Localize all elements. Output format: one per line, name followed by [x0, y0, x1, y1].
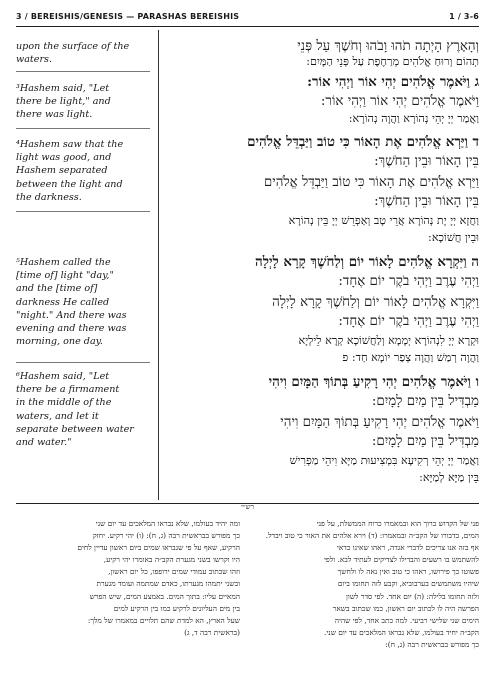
commentary-line: הפרשה היה לו לכתוב יום ראשון, כמו שכתוב בשאר [332, 603, 479, 613]
hebrew-verse-line: ד וַיַּרְא אֱלֹהִים אֶת הָאוֹר כִּי טוֹב וַיַּבְדֵּל אֱלֹהִים [247, 134, 479, 150]
hebrew-text-column [166, 30, 479, 500]
translation-line: and the [time of] [16, 283, 98, 295]
commentary-line: ומה יהיד בעולמו, שלא נבראו המלאכים עד יום שני [95, 519, 240, 528]
translation-line: in the middle of the [16, 397, 112, 409]
commentary-right-column [255, 518, 479, 692]
hebrew-verse-line: וַיִּקְרָא אֱלֹהִים לָאוֹר יוֹם וְלַחֹשֶׁךְ קָרָא לָיְלָה [272, 295, 479, 310]
commentary-line: הקב״ה יחיד בעולמו, שלא נבראו המלאכים עד יום שני. [324, 627, 479, 637]
commentary-line: הימים שני שלישי רביעי. למה כתב אחד, לפי שהיה [334, 615, 479, 625]
verse-divider [16, 362, 150, 363]
running-header [16, 12, 479, 26]
verse-divider [16, 211, 150, 212]
hebrew-verse-line: וְהָאָרֶץ הָיְתָה תֹהוּ וָבֹהוּ וְחֹשֶׁךְ עַל פְּנֵי [297, 39, 479, 54]
commentary-line: שעל הארץ, הא למדת שהם תלויים במאמרו של מלך: [87, 615, 240, 625]
running-header-left: 3 / BEREISHIS/GENESIS — PARASHAS BEREISHIS [16, 12, 240, 21]
header-rule [16, 26, 479, 27]
commentary-line: אף בזה אנו צריכים לדברי אגדה, ראהו שאינו כדאי [336, 543, 479, 553]
hebrew-verse-line: ו וַיֹּאמֶר אֱלֹהִים יְהִי רָקִיעַ בְּתוֹךְ הַמָּיִם וִיהִי [268, 374, 479, 390]
hebrew-verse-line: וַיַּרְא אֱלֹהִים אֶת הָאוֹר כִּי טוֹב וַיַּבְדֵּל אֱלֹהִים [263, 175, 479, 190]
translation-line: ³Hashem said, "Let [16, 83, 110, 94]
translation-verse-5 [16, 256, 150, 348]
translation-verse-2-end [16, 40, 150, 66]
translation-line: light was good, and [16, 152, 112, 164]
translation-line: waters, and let it [16, 410, 99, 422]
commentary-line: שיהיו משתמשים בערבוביא, וקבע לזה תחומו ביום [337, 579, 479, 589]
translation-column [16, 30, 150, 500]
commentary-heading: רש״י [241, 503, 254, 511]
translation-line: "night." And there was [16, 309, 127, 321]
commentary-line: להשתמש בו רשעים והבדילו לצדיקים לעתיד לבא. ולפי [323, 555, 479, 565]
verse-divider [16, 128, 150, 129]
hebrew-verse-line: וַיְהִי עֶרֶב וַיְהִי בֹקֶר יוֹם אֶחָד: [338, 274, 479, 289]
onkelos-line: בֵּין מַיָּא לְמַיָּא: [419, 471, 479, 484]
translation-line: upon the surface of the [16, 41, 130, 52]
translation-line: morning, one day. [16, 336, 103, 348]
translation-line: waters. [16, 54, 53, 66]
onkelos-line: וַאֲמַר יְיָ יְהֵי רְקִיעָא בִּמְצִיעוּת מַיָּא וִיהֵי מַפְרִישׁ [289, 454, 479, 467]
translation-line: ⁴Hashem saw that the [16, 139, 124, 150]
translation-line: Hashem separated [16, 165, 108, 177]
hebrew-verse-line: מַבְדִּיל בֵּין מַיִם לָמָיִם: [371, 434, 479, 449]
hebrew-verse-line: בֵּין הָאוֹר וּבֵין הַחֹשֶׁךְ: [374, 194, 479, 209]
onkelos-line: וּבֵין חֲשׁוֹכָא: [428, 231, 479, 244]
onkelos-line: וּקְרָא יְיָ לִנְהוֹרָא יְמָמָא וְלַחֲשׁוֹכָא קְרָא לֵילְיָא [298, 334, 479, 347]
commentary-line: היו וקרשו בשני מגערת הקב״ה באומרו יהי רקיע, [103, 555, 240, 565]
hebrew-verse-line: וַיֹּאמֶר אֱלֹהִים יְהִי אוֹר וַיְהִי אוֹר: [320, 94, 479, 109]
page-number: 1 / 3-6 [449, 12, 479, 21]
onkelos-line: וַאֲמַר יְיָ יְהֵי נְהוֹרָא וַהֲוָה נְהוֹרָא: [348, 112, 479, 125]
hebrew-verse-line: ה וַיִּקְרָא אֱלֹהִים לָאוֹר יוֹם וְלַחֹשֶׁךְ קָרָא לָיְלָה [255, 254, 479, 270]
commentary-line: כך מפורש בבראשית רבה (ג, ח): (ו) יהי רקיע. יחזק [92, 531, 240, 541]
commentary-line: פשוטו כך פירושו, ראהו כי טוב ואין נאה לו ולחשך [337, 567, 479, 577]
commentary-line: ובשני יתמהו מגערתו, כאדם שמתמה ועומד מגערת [96, 579, 240, 589]
commentary-line: (בראשית רבה ד, ג) [184, 627, 240, 637]
translation-line: the darkness. [16, 191, 82, 203]
translation-line: there was light. [16, 109, 93, 121]
onkelos-line: תְהוֹם וְרוּחַ אֱלֹהִים מְרַחֶפֶת עַל פְּנֵי הַמָּיִם: [306, 55, 479, 68]
commentary-line: בין מים העליונים לרקיע כמו בין הרקיע למים [113, 603, 240, 613]
translation-line: there be a firmament [16, 384, 120, 396]
translation-line: and water." [16, 437, 72, 449]
column-separator [158, 30, 159, 500]
onkelos-line: וַהֲוָה רְמַשׁ וַהֲוָה צְפַר יוֹמָא חַד: פ [342, 351, 479, 364]
translation-line: there be light," and [16, 96, 111, 108]
onkelos-line: וַחֲזָא יְיָ יָת נְהוֹרָא אֲרֵי טָב וְאַפְרֵשׁ יְיָ בֵּין נְהוֹרָא [288, 214, 479, 227]
translation-line: [time of] light "day," [16, 270, 114, 282]
hebrew-verse-line: וַיֹּאמֶר אֱלֹהִים יְהִי רָקִיעַ בְּתוֹךְ הַמָּיִם וִיהִי [280, 415, 479, 430]
translation-verse-3 [16, 82, 150, 122]
commentary-line: וזהו שכתוב עמודי שמים ירופפו, כל יום ראשון, [108, 567, 240, 577]
commentary-line: המים, בדבורו של הקב״ה ובמאמרו: (ד) וירא אלהים את האור כי טוב ויבדל. [265, 531, 479, 541]
hebrew-verse-line: מַבְדִּיל בֵּין מַיִם לָמָיִם: [371, 394, 479, 409]
translation-line: evening and there was [16, 323, 127, 335]
commentary-line: המאיים עליו: בתוך המים. באמצע המים, שיש הפרש [89, 591, 240, 601]
translation-verse-4 [16, 138, 150, 204]
translation-line: ⁵Hashem called the [16, 257, 111, 268]
verse-divider [16, 71, 150, 72]
commentary-line: כך מפורש בבראשית רבה (ג, ח): [385, 639, 479, 649]
translation-line: ⁶Hashem said, "Let [16, 371, 110, 382]
commentary-line: פני של הקדוש ברוך הוא ובמאמרו כרוח הממשלת, על פני [316, 519, 479, 528]
hebrew-verse-line: וַיְהִי עֶרֶב וַיְהִי בֹקֶר יוֹם אֶחָד: [338, 314, 479, 329]
translation-verse-6 [16, 370, 150, 449]
commentary-line: ולזה תחומו בלילה: (ה) יום אחד. לפי סדר לשון [346, 591, 479, 601]
hebrew-verse-line: בֵּין הָאוֹר וּבֵין הַחֹשֶׁךְ: [374, 154, 479, 169]
commentary-left-column [16, 518, 240, 692]
commentary-line: הרקיע, שאף על פי שנבראו שמים ביום ראשון עדיין לחים [77, 543, 240, 553]
hebrew-verse-line: ג וַיֹּאמֶר אֱלֹהִים יְהִי אוֹר וַיְהִי אוֹר: [307, 74, 479, 90]
translation-line: darkness He called [16, 296, 110, 308]
translation-line: between the light and [16, 178, 123, 190]
translation-line: separate between water [16, 423, 134, 435]
